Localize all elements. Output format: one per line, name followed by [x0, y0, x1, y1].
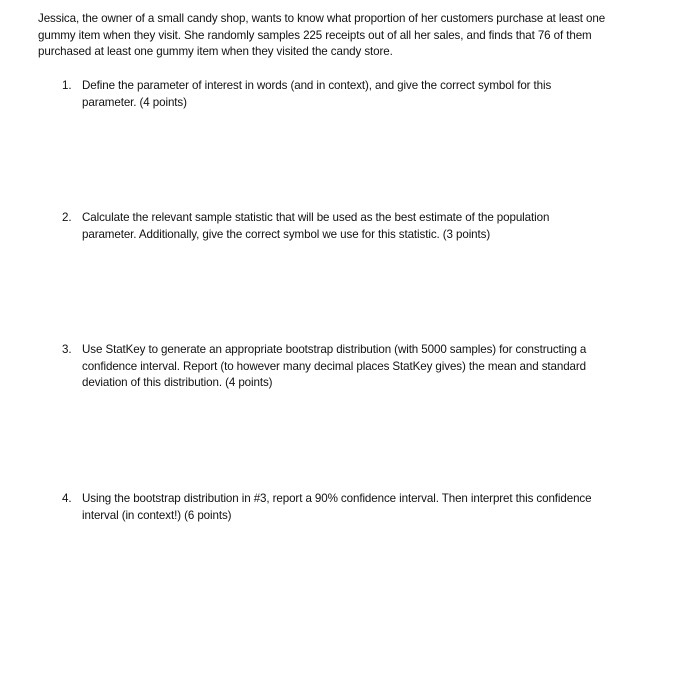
question-number: 1.	[62, 79, 72, 92]
intro-line: gummy item when they visit. She randomly samples 225 receipts out of all her sales, and finds that 76 of them	[38, 28, 592, 42]
question-number: 3.	[62, 343, 72, 356]
question-text	[82, 210, 662, 243]
intro-line: purchased at least one gummy item when they visited the candy store.	[38, 45, 393, 58]
intro-line: Jessica, the owner of a small candy shop, wants to know what proportion of her customers purchase at least one	[38, 12, 606, 25]
question-line: Calculate the relevant sample statistic that will be used as the best estimate of the population	[82, 211, 550, 224]
intro-paragraph	[38, 11, 678, 61]
question-line: interval (in context!) (6 points)	[82, 508, 232, 522]
question-line: Using the bootstrap distribution in #3, report a 90% confidence interval. Then interpret this confidence	[82, 492, 592, 505]
question-line: parameter. (4 points)	[82, 95, 187, 109]
question-text	[82, 78, 662, 111]
question-number: 4.	[62, 492, 72, 505]
question-number: 2.	[62, 211, 72, 224]
question-line: parameter. Additionally, give the correct symbol we use for this statistic. (3 points)	[82, 227, 491, 241]
question-line: confidence interval. Report (to however many decimal places StatKey gives) the mean and standard	[82, 359, 587, 373]
question-text	[82, 342, 662, 392]
question-line: Use StatKey to generate an appropriate bootstrap distribution (with 5000 samples) for constructing a	[82, 343, 587, 356]
question-text	[82, 491, 662, 524]
question-line: Define the parameter of interest in words (and in context), and give the correct symbol for this	[82, 79, 552, 92]
question-line: deviation of this distribution. (4 points)	[82, 376, 273, 389]
